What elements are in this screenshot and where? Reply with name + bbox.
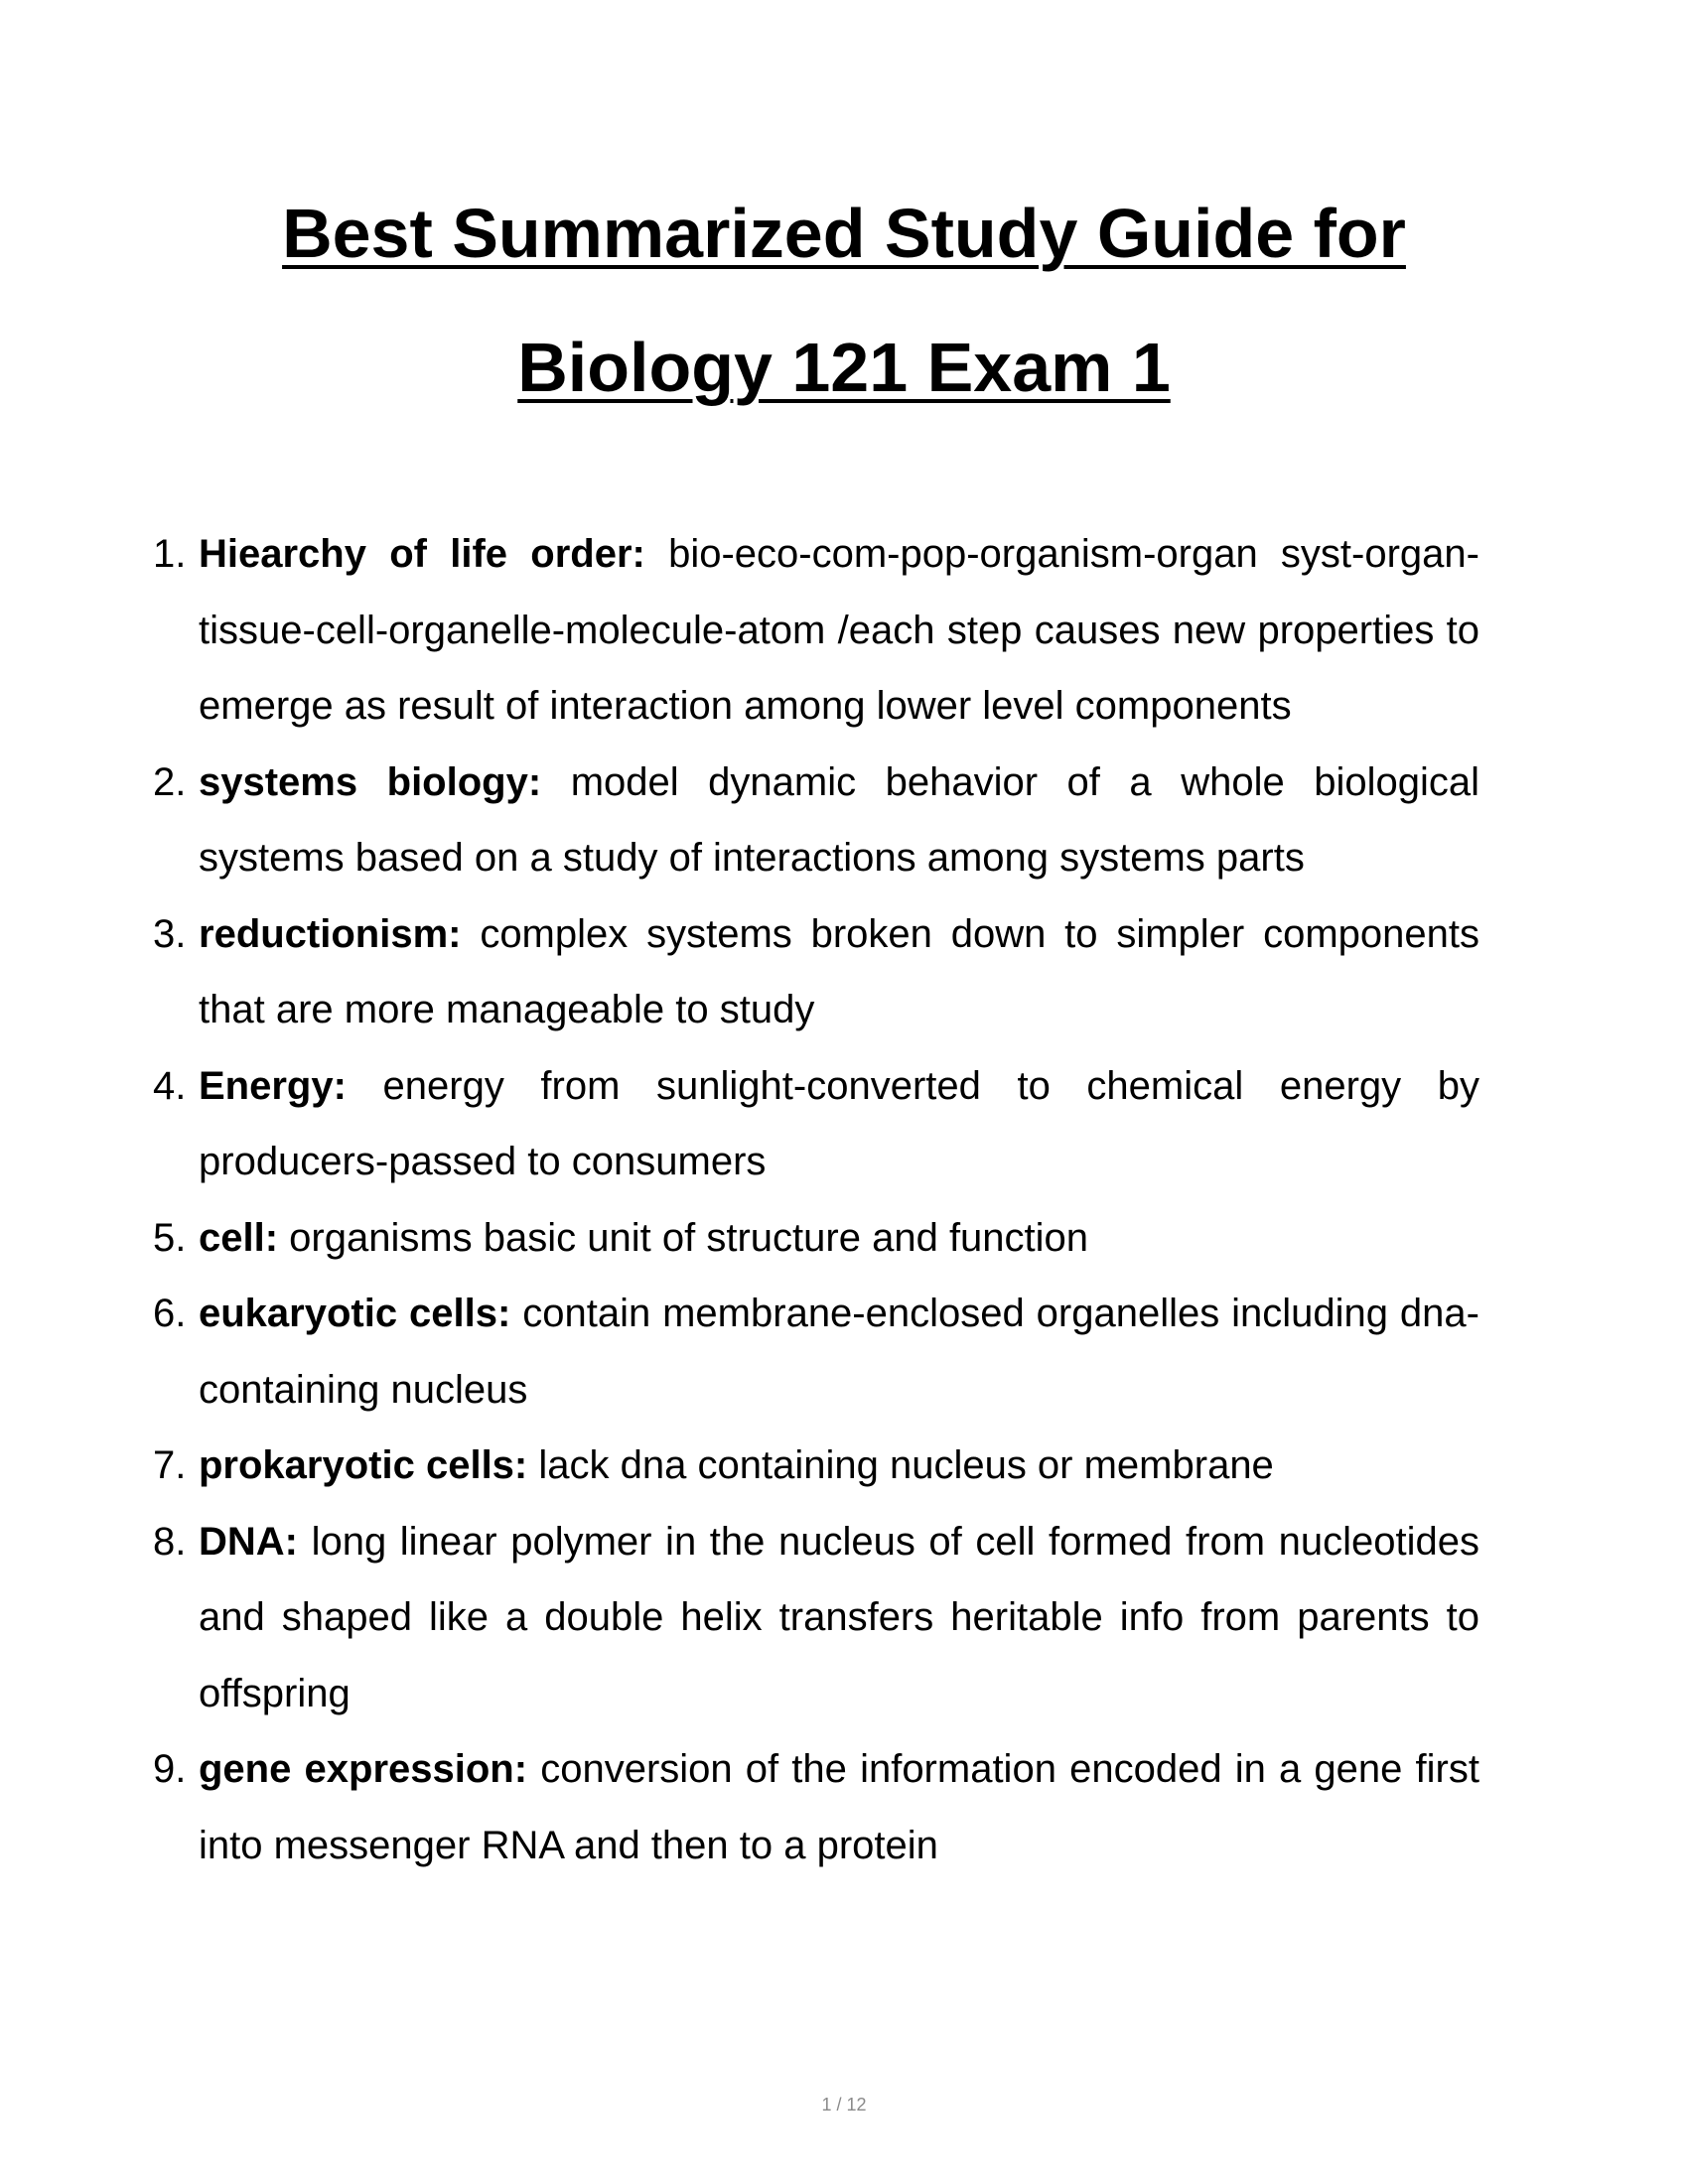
list-item — [149, 896, 1479, 1048]
item-definition: model dynamic behavior of a whole biological systems based on a study of interactions among systems parts — [199, 759, 1479, 880]
item-definition: bio-eco-com-pop-organism-organ syst-organ-tissue-cell-organelle-molecule-atom /each step causes new properties to emerge as result of interaction among lower level components — [199, 532, 1479, 728]
item-number: 8. — [153, 1519, 187, 1564]
item-term: gene expression: — [199, 1747, 528, 1791]
item-term: cell: — [199, 1215, 279, 1260]
item-term: reductionism: — [199, 911, 462, 956]
item-number: 2. — [153, 759, 187, 804]
list-item — [149, 1731, 1479, 1883]
document-title-line-2: Biology 121 Exam 1 — [517, 329, 1171, 406]
item-term: prokaryotic cells: — [199, 1443, 528, 1487]
list-item — [149, 1504, 1479, 1732]
item-term: Hiearchy of life order: — [199, 532, 645, 576]
item-definition: energy from sunlight-converted to chemical energy by producers-passed to consumers — [199, 1063, 1479, 1183]
item-definition: organisms basic unit of structure and function — [289, 1215, 1089, 1260]
definition-list — [149, 516, 1479, 1883]
document-title-line-1: Best Summarized Study Guide for — [282, 195, 1406, 272]
item-definition: contain membrane-enclosed organelles including dna-containing nucleus — [199, 1292, 1479, 1412]
item-number: 3. — [153, 911, 187, 956]
item-number: 5. — [153, 1215, 187, 1260]
list-item — [149, 745, 1479, 896]
item-term: eukaryotic cells: — [199, 1292, 511, 1335]
item-number: 9. — [153, 1747, 187, 1791]
page-indicator: 1 / 12 — [821, 2095, 867, 2115]
item-term: Energy: — [199, 1063, 347, 1108]
item-definition: lack dna containing nucleus or membrane — [538, 1443, 1274, 1487]
item-term: DNA: — [199, 1519, 298, 1564]
item-definition: long linear polymer in the nucleus of cell formed from nucleotides and shaped like a double helix transfers heritable info from parents to offspring — [199, 1519, 1479, 1715]
item-number: 1. — [153, 532, 187, 576]
list-item — [149, 516, 1479, 745]
item-number: 6. — [153, 1292, 187, 1335]
list-item — [149, 1428, 1479, 1504]
list-item — [149, 1200, 1479, 1277]
item-number: 7. — [153, 1443, 187, 1487]
list-item — [149, 1048, 1479, 1200]
list-item — [149, 1276, 1479, 1428]
item-definition: conversion of the information encoded in a gene first into messenger RNA and then to a protein — [199, 1747, 1479, 1867]
item-definition: complex systems broken down to simpler components that are more manageable to study — [199, 911, 1479, 1031]
item-number: 4. — [153, 1063, 187, 1108]
item-term: systems biology: — [199, 759, 542, 804]
